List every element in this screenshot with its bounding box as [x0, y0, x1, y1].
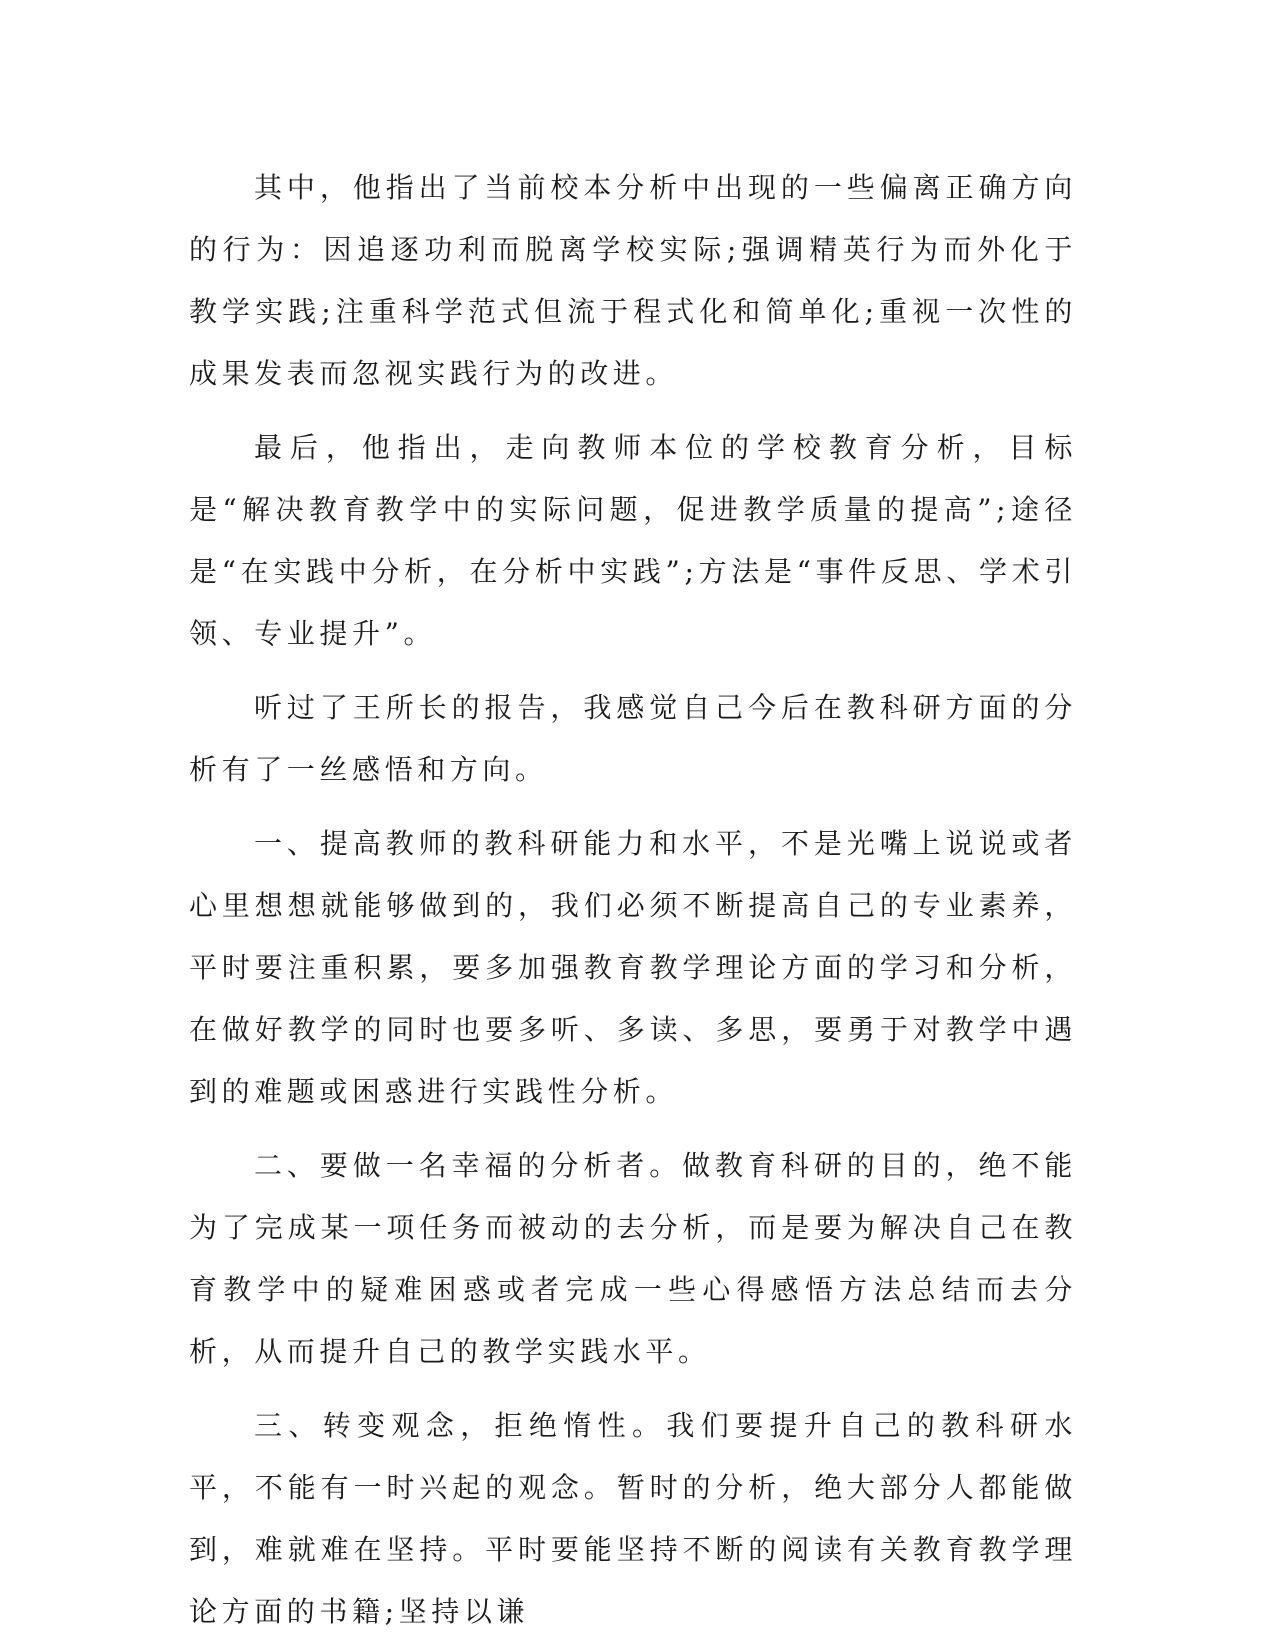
- paragraph-3: 听过了王所长的报告，我感觉自己今后在教科研方面的分析有了一丝感悟和方向。: [189, 691, 1077, 786]
- paragraph-5: 二、要做一名幸福的分析者。做教育科研的目的，绝不能为了完成某一项任务而被动的去分析，而是要为解决自己在教育教学中的疑难困惑或者完成一些心得感悟方法总结而去分析，从而提升自己的教学实践水平。: [189, 1149, 1077, 1368]
- document-body: [189, 157, 1077, 1643]
- paragraph-4: 一、提高教师的教科研能力和水平，不是光嘴上说说或者心里想想就能够做到的，我们必须不断提高自己的专业素养，平时要注重积累，要多加强教育教学理论方面的学习和分析，在做好教学的同时也要多听、多读、多思，要勇于对教学中遇到的难题或困惑进行实践性分析。: [189, 827, 1077, 1108]
- paragraph-1: 其中，他指出了当前校本分析中出现的一些偏离正确方向的行为：因追逐功利而脱离学校实际;强调精英行为而外化于教学实践;注重科学范式但流于程式化和简单化;重视一次性的成果发表而忽视实践行为的改进。: [189, 171, 1077, 390]
- paragraph-2: 最后，他指出，走向教师本位的学校教育分析，目标是“解决教育教学中的实际问题，促进教学质量的提高”;途径是“在实践中分析，在分析中实践”;方法是“事件反思、学术引领、专业提升”。: [189, 431, 1077, 650]
- paragraph-6: 三、转变观念，拒绝惰性。我们要提升自己的教科研水平，不能有一时兴起的观念。暂时的分析，绝大部分人都能做到，难就难在坚持。平时要能坚持不断的阅读有关教育教学理论方面的书籍;坚持以谦: [189, 1409, 1077, 1628]
